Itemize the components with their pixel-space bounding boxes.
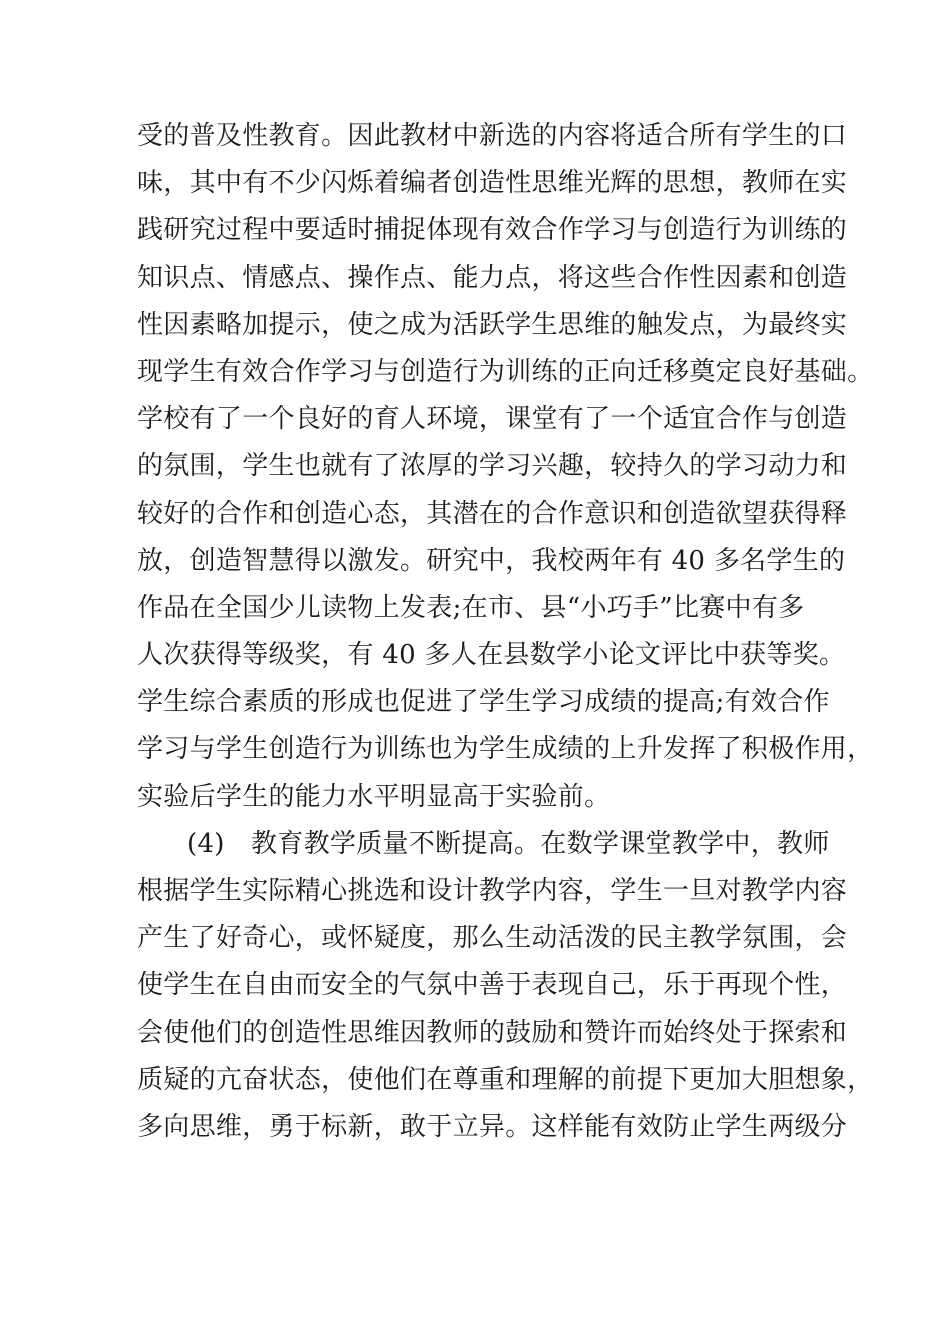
text-line: 放，创造智慧得以激发。研究中，我校两年有 40 多名学生的 bbox=[137, 545, 846, 576]
body-text bbox=[137, 113, 874, 1151]
text-line: 使学生在自由而安全的气氛中善于表现自己，乐于再现个性， bbox=[137, 970, 848, 1001]
text-line: 学习与学生创造行为训练也为学生成绩的上升发挥了积极作用， bbox=[137, 734, 874, 765]
text-line: 人次获得等级奖，有 40 多人在县数学小论文评比中获等奖。 bbox=[137, 640, 846, 671]
text-line: 根据学生实际精心挑选和设计教学内容，学生一旦对教学内容 bbox=[137, 876, 848, 906]
text-line: 产生了好奇心，或怀疑度，那么生动活泼的民主教学氛围，会 bbox=[137, 923, 848, 954]
text-line: 现学生有效合作学习与创造行为训练的正向迁移奠定良好基础。 bbox=[137, 356, 874, 387]
text-line: 作品在全国少儿读物上发表;在市、县“小巧手”比赛中有多 bbox=[137, 592, 805, 623]
text-line: 性因素略加提示，使之成为活跃学生思维的触发点，为最终实 bbox=[137, 309, 848, 340]
text-line: 知识点、情感点、操作点、能力点，将这些合作性因素和创造 bbox=[137, 262, 848, 293]
text-line: 践研究过程中要适时捕捉体现有效合作学习与创造行为训练的 bbox=[137, 215, 848, 246]
text-line: 受的普及性教育。因此教材中新选的内容将适合所有学生的口 bbox=[137, 121, 848, 151]
text-line: 质疑的亢奋状态，使他们在尊重和理解的前提下更加大胆想象， bbox=[137, 1064, 874, 1095]
paragraph-start-line: (4) 教育教学质量不断提高。在数学课堂教学中，教师 bbox=[187, 828, 830, 859]
text-line: 的氛围，学生也就有了浓厚的学习兴趣，较持久的学习动力和 bbox=[137, 451, 848, 482]
text-line: 实验后学生的能力水平明显高于实验前。 bbox=[137, 781, 611, 812]
text-line: 学校有了一个良好的育人环境，课堂有了一个适宜合作与创造 bbox=[137, 404, 848, 435]
text-line: 较好的合作和创造心态，其潜在的合作意识和创造欲望获得释 bbox=[137, 498, 848, 529]
text-line: 学生综合素质的形成也促进了学生学习成绩的提高;有效合作 bbox=[137, 687, 830, 718]
text-line: 味，其中有不少闪烁着编者创造性思维光辉的思想，教师在实 bbox=[137, 168, 848, 199]
text-line: 会使他们的创造性思维因教师的鼓励和赞许而始终处于探索和 bbox=[137, 1017, 848, 1048]
text-line: 多向思维，勇于标新，敢于立异。这样能有效防止学生两级分 bbox=[137, 1111, 848, 1142]
